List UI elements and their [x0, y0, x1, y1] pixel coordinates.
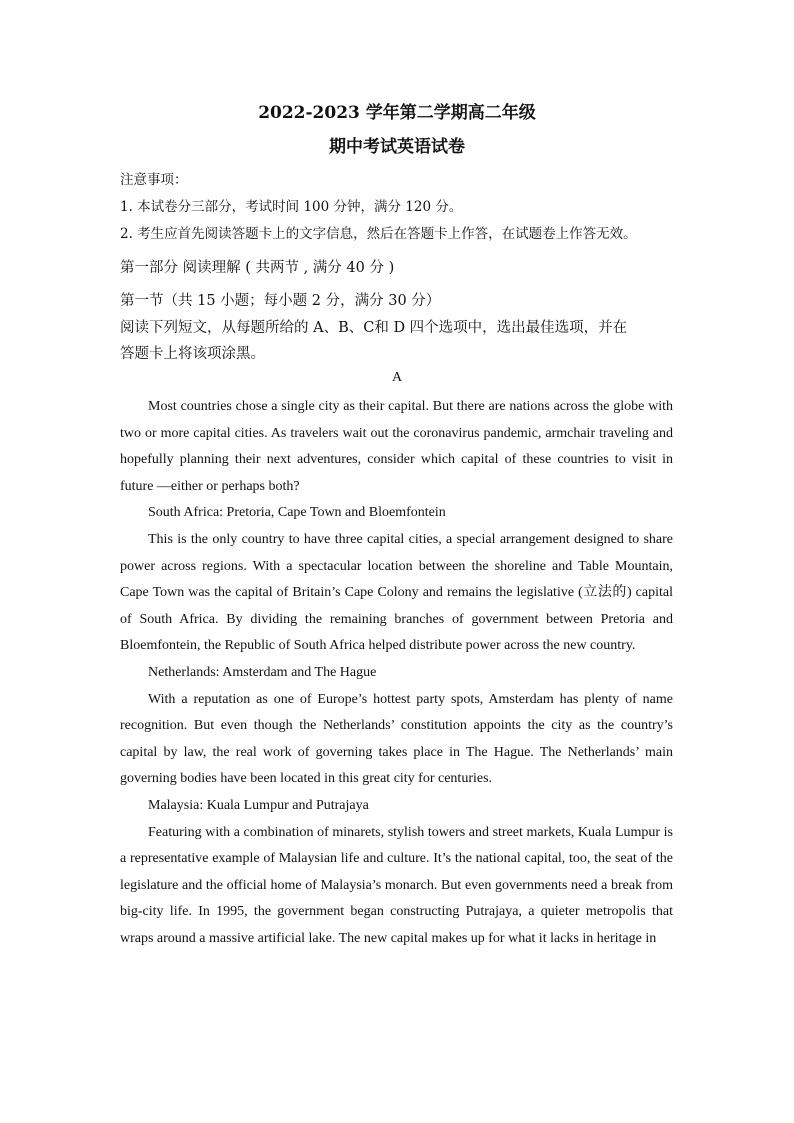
passage-heading-malaysia: Malaysia: Kuala Lumpur and Putrajaya: [148, 797, 369, 813]
notes-item-1: 1. 本试卷分三部分，考试时间 100 分钟，满分 120 分。: [120, 199, 463, 215]
exam-title: 2022-2023 学年第二学期高二年级: [258, 103, 536, 123]
part1-heading: 第一部分 阅读理解 ( 共两节 , 满分 40 分 ): [120, 260, 395, 276]
notes-heading: 注意事项：: [120, 172, 188, 188]
passage-paragraph-4: Featuring with a combination of minarets, stylish towers and street markets, Kuala Lumpur is a representative example of Malaysian life and culture. It’s the national capital, too, the seat of the legislature and the official home of Malaysia’s monarch. But even governments need a break from big-city life. In 1995, the government began constructing Putrajaya, a quieter metropolis that wraps around a massive artificial lake. The new capital makes up for what it lacks in heritage in: [120, 824, 673, 946]
section1-heading: 第一节（共 15 小题；每小题 2 分，满分 30 分）: [120, 293, 441, 309]
passage-heading-netherlands: Netherlands: Amsterdam and The Hague: [148, 664, 377, 680]
instruction-line-1: 阅读下列短文，从每题所给的 A、B、C和 D 四个选项中，选出最佳选项，并在: [120, 320, 628, 336]
passage-paragraph-1: Most countries chose a single city as their capital. But there are nations across the globe with two or more capital cities. As travelers wait out the coronavirus pandemic, armchair traveling and hopefully planning their next adventures, consider which capital of these countries to visit in future —either or perhaps both?: [120, 399, 673, 494]
passage-body: [120, 394, 673, 952]
passage-heading-south-africa: South Africa: Pretoria, Cape Town and Bloemfontein: [148, 505, 446, 521]
notes-item-2: 2. 考生应首先阅读答题卡上的文字信息，然后在答题卡上作答，在试题卷上作答无效。: [120, 226, 637, 242]
passage-letter: A: [391, 370, 403, 385]
passage-paragraph-3: With a reputation as one of Europe’s hottest party spots, Amsterdam has plenty of name recognition. But even though the Netherlands’ constitution appoints the city as the country’s capital by law, the real work of governing takes place in The Hague. The Netherlands’ main governing bodies have been located in this great city for centuries.: [120, 691, 673, 787]
exam-subtitle: 期中考试英语试卷: [329, 137, 465, 157]
passage-paragraph-2: This is the only country to have three capital cities, a special arrangement designed to share power across regions. With a spectacular location between the shoreline and Table Mountain, Cape Town was the capital of Britain’s Cape Colony and remains the legislative (立法的) capital of South Africa. By dividing the remaining branches of government between Pretoria and Bloemfontein, the Republic of South Africa helped distribute power across the new country.: [120, 531, 673, 654]
instruction-line-2: 答题卡上将该项涂黑。: [120, 346, 265, 362]
